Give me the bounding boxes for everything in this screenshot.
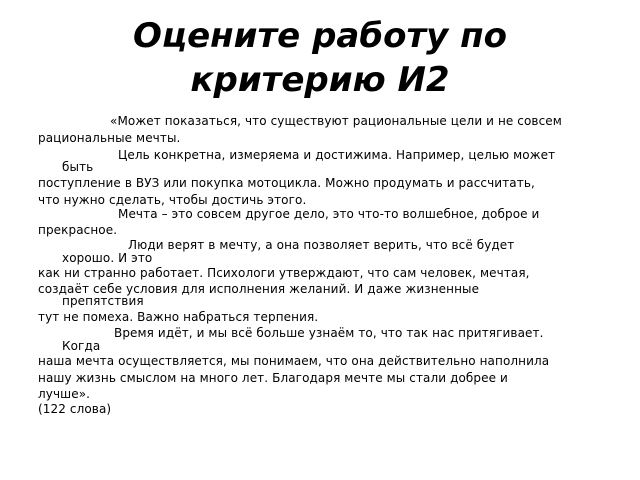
essay-line: как ни странно работает. Психологи утверждают, что сам человек, мечтая, xyxy=(38,266,530,280)
essay-line: создаёт себе условия для исполнения желаний. И даже жизненные xyxy=(38,282,480,296)
essay-line: препятствия xyxy=(62,294,144,308)
essay-line: нашу жизнь смыслом на много лет. Благодаря мечте мы стали добрее и xyxy=(38,371,508,385)
essay-line: быть xyxy=(62,160,94,174)
essay-line: хорошо. И это xyxy=(62,251,153,265)
essay-line: «Может показаться, что существуют рациональные цели и не совсем xyxy=(110,114,562,128)
essay-line: Время идёт, и мы всё больше узнаём то, что так нас притягивает. xyxy=(114,326,544,340)
essay-line: Цель конкретна, измеряема и достижима. Например, целью может xyxy=(118,148,556,162)
essay-line: Когда xyxy=(62,339,101,353)
essay-line: наша мечта осуществляется, мы понимаем, что она действительно наполнила xyxy=(38,354,550,368)
slide-title xyxy=(0,14,640,102)
essay-line: лучше». xyxy=(38,387,91,401)
essay-line: поступление в ВУЗ или покупка мотоцикла. Можно продумать и рассчитать, xyxy=(38,176,535,190)
word-count: (122 слова) xyxy=(38,402,112,416)
essay-line: Люди верят в мечту, а она позволяет верить, что всё будет xyxy=(128,238,515,252)
essay-line: рациональные мечты. xyxy=(38,131,181,145)
essay-line: Мечта – это совсем другое дело, это что-то волшебное, доброе и xyxy=(118,207,540,221)
essay-line: тут не помеха. Важно набраться терпения. xyxy=(38,310,319,324)
slide-title-line-2: критерию И2 xyxy=(190,60,450,100)
slide-title-line-1: Оцените работу по xyxy=(132,16,508,56)
essay-line: что нужно сделать, чтобы достичь этого. xyxy=(38,193,307,207)
essay-line: прекрасное. xyxy=(38,223,118,237)
